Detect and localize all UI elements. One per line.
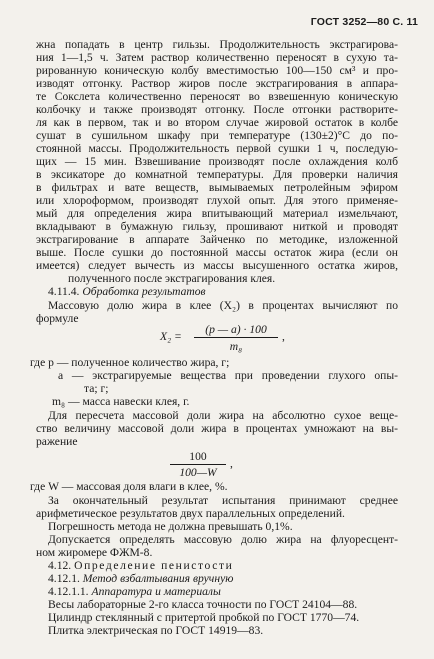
formula-denominator: m₈ (229, 339, 243, 353)
list-item: Весы лабораторные 2-го класса точности по ГОСТ 24104—88. (48, 597, 358, 611)
text-line: в эксикаторе до комнатной температуры. Для проверки наличия (36, 167, 398, 181)
definition-line: где W — массовая доля влаги в клее, %. (30, 480, 228, 493)
section-title: Обработка результатов (82, 285, 206, 299)
text-line: мый для определения жира впитывающий материал измельчают, (36, 206, 398, 220)
text-line: или хлороформом, производят глухой опыт. Для этого применяе- (36, 193, 398, 207)
text-line: те Сокслета количественно переносят во взвешенную коническую (36, 89, 398, 103)
section-number: 4.12.1. (48, 572, 80, 586)
definition-line: m₈ — масса навески клея, г. (52, 395, 190, 409)
text-line: Массовую долю жира в клее (X₂) в процентах вычисляют по (48, 299, 398, 313)
text-line: ство величину массовой доли жира в процентах умножают на вы- (36, 422, 398, 436)
page-header: ГОСТ 3252—80 С. 11 (310, 16, 418, 28)
formula-lhs: X₂ = (160, 330, 182, 344)
text-line: Для пересчета массовой доли жира на абсолютно сухое веще- (48, 409, 398, 423)
text-line: вкладывают в бумажную гильзу, прошивают ниткой и проводят (36, 219, 398, 233)
text-line: ном жиромере ФЖМ-8. (36, 545, 153, 559)
text-line: выше. После сушки до постоянной массы остаток жира (если он (36, 245, 398, 259)
section-number: 4.12.1.1. (48, 585, 89, 599)
definition-line: та; г; (84, 382, 109, 396)
section-heading (48, 559, 398, 572)
text-line: Погрешность метода не должна превышать 0,1%. (48, 519, 293, 533)
text-line: ражение (36, 435, 78, 449)
text-line: ля как в первом, так и во втором случае жировой остаток в колбе (36, 115, 398, 129)
list-item: Плитка электрическая по ГОСТ 14919—83. (48, 623, 264, 637)
formula-denominator: 100—W (179, 466, 217, 480)
formula-numerator: (p — a) · 100 (205, 323, 267, 337)
formula-numerator: 100 (189, 449, 207, 463)
text-line: сушат в сушильном шкафу при температуре (130±2)°С до по- (36, 128, 398, 142)
formula-punct: , (230, 456, 233, 470)
text-line: имеется) следует вычесть из массы высушенного остатка жиров, (36, 258, 398, 272)
section-number: 4.11.4. (48, 285, 80, 299)
text-line: За окончательный результат испытания принимают среднее (48, 493, 398, 507)
section-heading (48, 572, 398, 585)
text-line: полученного после экстрагирования клея. (68, 271, 276, 285)
section-heading (48, 285, 348, 298)
definition-line: где p — полученное количество жира, г; (30, 356, 230, 370)
text-line: щих — 15 мин. Взвешивание производят после охлаждения колб (36, 154, 398, 168)
formula-punct: , (282, 330, 285, 344)
text-line: колбочку и также производят отгонку. После отгонки растворите- (36, 102, 398, 116)
list-item: Цилиндр стеклянный с притертой пробкой по ГОСТ 1770—74. (48, 610, 360, 624)
section-title: Аппаратура и материалы (91, 585, 221, 599)
fraction-bar (194, 337, 278, 338)
text-line: экстрагирование в аппарате Зайченко по методике, изложенной (36, 232, 398, 246)
text-line: рированную коническую колбу вместимостью 100—150 см³ и про- (36, 63, 398, 77)
definition-line: a — экстрагируемые вещества при проведении глухого опы- (58, 369, 398, 383)
section-number: 4.12. (48, 559, 72, 573)
text-line: стоянной массы. Продолжительность первой сушки 1 ч, последую- (36, 141, 398, 155)
section-title: Определение пенистости (74, 559, 234, 573)
text-line: в фильтрах и вате веществ, вымываемых петролейным эфиром (36, 180, 398, 194)
section-title: Метод взбалтывания вручную (82, 572, 234, 586)
text-line: ния 1—1,5 ч. Затем раствор количественно переносят в сухую та- (36, 50, 398, 64)
text-line: формуле (36, 312, 79, 326)
text-line: арифметическое результатов двух параллельных определений. (36, 506, 345, 520)
text-line: Допускается определять массовую долю жира на флуоресцент- (48, 532, 398, 546)
text-line: изводят отгонку. Раствор жиров после экстрагирования в аппара- (36, 76, 398, 90)
text-line: жна попадать в центр гильзы. Продолжительность экстрагирова- (36, 38, 398, 51)
fraction-bar (170, 464, 226, 465)
section-heading (48, 585, 398, 598)
